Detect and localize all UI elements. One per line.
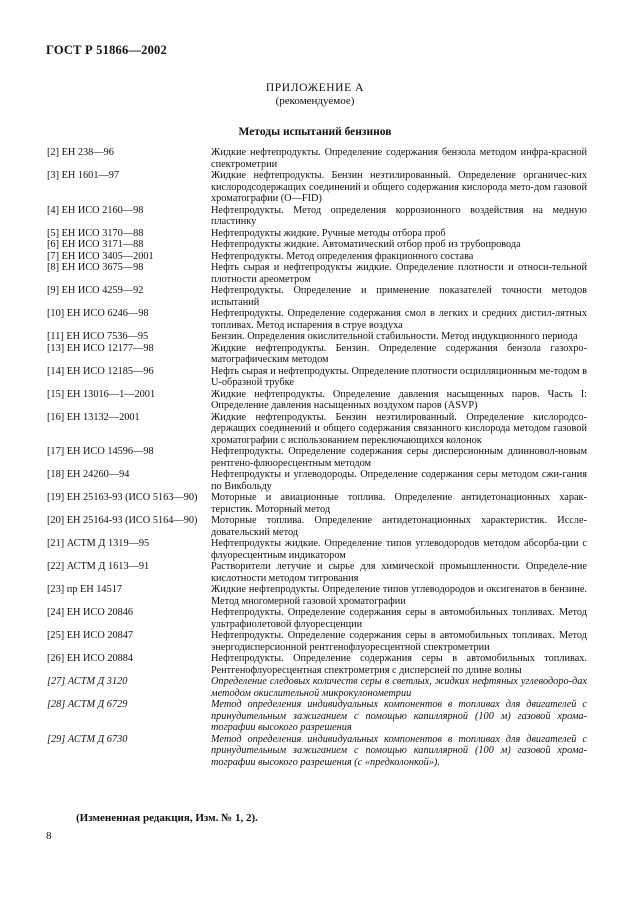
reference-code: [15] ЕН 13016—1—2001 bbox=[47, 388, 156, 400]
reference-code: [25] ЕН ИСО 20847 bbox=[47, 630, 134, 641]
reference-code: [13] ЕН ИСО 12177—98 bbox=[47, 342, 154, 354]
reference-item bbox=[47, 228, 587, 240]
reference-item bbox=[47, 251, 587, 263]
reference-item bbox=[47, 699, 587, 734]
reference-description: Жидкие нефтепродукты. Определение давления насыщенных паров. Часть I: Определение давления насыщенных воздухом паров (ASVP) bbox=[211, 388, 587, 411]
reference-description: Нефть сырая и нефтепродукты жидкие. Определение плотности и относи-тельной плотности ареометром bbox=[211, 262, 587, 285]
reference-description: Нефтепродукты. Определение содержания серы дисперсионным длинновол-новым рентгено-флюоресцентным методом bbox=[211, 446, 587, 469]
reference-item bbox=[47, 653, 587, 676]
reference-item bbox=[47, 469, 587, 492]
reference-description: Моторные топлива. Определение антидетонационных характеристик. Иссле-довательский метод bbox=[211, 515, 587, 538]
document-header: ГОСТ Р 51866—2002 bbox=[46, 43, 167, 57]
reference-item bbox=[47, 630, 587, 653]
reference-item bbox=[47, 676, 587, 699]
reference-code: [3] ЕН 1601—97 bbox=[47, 170, 120, 181]
reference-code: [27] АСТМ Д 3120 bbox=[47, 676, 128, 687]
reference-description: Нефтепродукты жидкие. Определение типов углеводородов методом абсорба-ции с флуоресцентным индикатором bbox=[211, 538, 587, 561]
reference-code: [2] ЕН 238—96 bbox=[47, 147, 114, 158]
reference-code: [28] АСТМ Д 6729 bbox=[47, 699, 128, 710]
reference-description: Бензин. Определения окислительной стабильности. Метод индукционного периода bbox=[211, 331, 578, 342]
reference-item bbox=[47, 147, 587, 170]
reference-code: [22] АСТМ Д 1613—91 bbox=[47, 561, 150, 572]
reference-item bbox=[47, 492, 587, 515]
references-list bbox=[47, 147, 587, 768]
reference-item bbox=[47, 607, 587, 630]
reference-description: Нефтепродукты и углеводороды. Определение содержания серы методом сжи-гания по Викбольду bbox=[211, 469, 587, 492]
reference-code: [26] ЕН ИСО 20884 bbox=[47, 653, 134, 664]
reference-item bbox=[47, 584, 587, 607]
reference-code: [7] ЕН ИСО 3405—2001 bbox=[47, 250, 154, 262]
reference-code: [11] ЕН ИСО 7536—95 bbox=[47, 331, 149, 342]
reference-description: Нефтепродукты жидкие. Автоматический отбор проб из трубопровода bbox=[211, 239, 521, 250]
reference-description: Определение следовых количеств серы в светлых, жидких нефтяных углеводоро-дах методом окислительной микрокулонометрии bbox=[211, 676, 587, 699]
reference-description: Нефтепродукты жидкие. Ручные методы отбора проб bbox=[211, 227, 446, 239]
reference-code: [10] ЕН ИСО 6246—98 bbox=[47, 308, 149, 319]
reference-item bbox=[47, 285, 587, 308]
reference-item bbox=[47, 205, 587, 228]
reference-code: [8] ЕН ИСО 3675—98 bbox=[47, 262, 144, 273]
reference-item bbox=[47, 331, 587, 343]
reference-item bbox=[47, 561, 587, 584]
reference-item bbox=[47, 389, 587, 412]
reference-code: [4] ЕН ИСО 2160—98 bbox=[47, 204, 144, 216]
amendment-note: (Измененная редакция, Изм. № 1, 2). bbox=[76, 812, 258, 824]
reference-code: [23] пр ЕН 14517 bbox=[47, 584, 123, 595]
reference-item bbox=[47, 366, 587, 389]
reference-code: [29] АСТМ Д 6730 bbox=[47, 733, 128, 745]
reference-item bbox=[47, 343, 587, 366]
reference-description: Нефтепродукты. Метод определения коррозионного воздействия на медную пластинку bbox=[211, 204, 587, 227]
reference-description: Нефтепродукты. Определение содержания серы в автомобильных топливах. Рентгенофлуоресцентная спектрометрия с дисперсией по длине волны bbox=[211, 653, 587, 676]
reference-code: [20] ЕН 25164-93 (ИСО 5164—90) bbox=[47, 515, 198, 526]
reference-description: Жидкие нефтепродукты. Определение содержания бензола методом инфра-красной спектрометрии bbox=[211, 147, 587, 170]
page-number: 8 bbox=[46, 830, 52, 842]
reference-description: Нефтепродукты. Определение содержания серы в автомобильных топливах. Метод ультрафиолетовой флуоресценции bbox=[211, 607, 587, 630]
reference-description: Жидкие нефтепродукты. Бензин неэтилированный. Определение кислородсо-держащих соединений и общего содержания связанного кислорода методом газовой хроматографии с использованием переключающихся колонок bbox=[211, 411, 587, 446]
reference-description: Жидкие нефтепродукты. Бензин неэтилированный. Определение органичес-ких кислородсодержащих соединений и общего содержания кислорода мето-дом газовой хроматографии (O—FID) bbox=[211, 170, 587, 204]
reference-code: [5] ЕН ИСО 3170—88 bbox=[47, 227, 144, 239]
reference-description: Метод определения индивидуальных компонентов в топливах для двигателей с принудительным зажиганием с помощью капиллярной (100 м) газовой хрома-тографии высокого разрешения bbox=[211, 699, 587, 733]
reference-item bbox=[47, 734, 587, 769]
reference-description: Жидкие нефтепродукты. Определение типов углеводородов и оксигенатов в бензине. Метод многомерной газовой хроматографии bbox=[211, 584, 587, 607]
reference-code: [9] ЕН ИСО 4259—92 bbox=[47, 285, 144, 296]
reference-description: Моторные и авиационные топлива. Определение антидетонационных харак-теристик. Моторный метод bbox=[211, 492, 587, 515]
reference-code: [18] ЕН 24260—94 bbox=[47, 469, 130, 480]
reference-code: [14] ЕН ИСО 12185—96 bbox=[47, 365, 154, 377]
reference-item bbox=[47, 538, 587, 561]
reference-description: Нефтепродукты. Определение содержания серы в автомобильных топливах. Метод энергодисперсионной рентгенофлуоресцентной спектрометрии bbox=[211, 630, 587, 653]
reference-description: Жидкие нефтепродукты. Бензин. Определение содержания бензола газохро-матографическим методом bbox=[211, 342, 587, 365]
reference-code: [24] ЕН ИСО 20846 bbox=[47, 607, 134, 618]
reference-item bbox=[47, 239, 587, 251]
reference-code: [6] ЕН ИСО 3171—88 bbox=[47, 239, 144, 250]
reference-item bbox=[47, 308, 587, 331]
reference-item bbox=[47, 262, 587, 285]
reference-item bbox=[47, 446, 587, 469]
reference-code: [21] АСТМ Д 1319—95 bbox=[47, 538, 150, 549]
reference-code: [19] ЕН 25163-93 (ИСО 5163—90) bbox=[47, 492, 198, 503]
reference-description: Метод определения индивидуальных компонентов в топливах для двигателей с принудительным зажиганием с помощью капиллярной (100 м) газовой хрома-тографии высокого разрешения (с «предколонкой»). bbox=[211, 733, 587, 768]
appendix-subtitle: (рекомендуемое) bbox=[275, 95, 355, 107]
reference-description: Нефть сырая и нефтепродукты. Определение плотности осцилляционным ме-тодом в U-образной трубке bbox=[211, 365, 587, 388]
reference-description: Нефтепродукты. Метод определения фракционного состава bbox=[211, 250, 474, 262]
appendix-title: ПРИЛОЖЕНИЕ А bbox=[265, 82, 365, 94]
reference-code: [17] ЕН ИСО 14596—98 bbox=[47, 446, 154, 457]
reference-description: Нефтепродукты. Определение и применение показателей точности методов испытаний bbox=[211, 285, 587, 308]
reference-item bbox=[47, 170, 587, 205]
reference-item bbox=[47, 515, 587, 538]
section-title: Методы испытаний бензинов bbox=[238, 126, 392, 138]
reference-code: [16] ЕН 13132—2001 bbox=[47, 411, 140, 423]
reference-description: Нефтепродукты. Определение содержания смол в легких и средних дистил-лятных топливах. Метод испарения в струе воздуха bbox=[211, 308, 587, 331]
reference-item bbox=[47, 412, 587, 447]
reference-description: Растворители летучие и сырье для химической промышленности. Определе-ние кислотности методом титрования bbox=[211, 561, 587, 584]
